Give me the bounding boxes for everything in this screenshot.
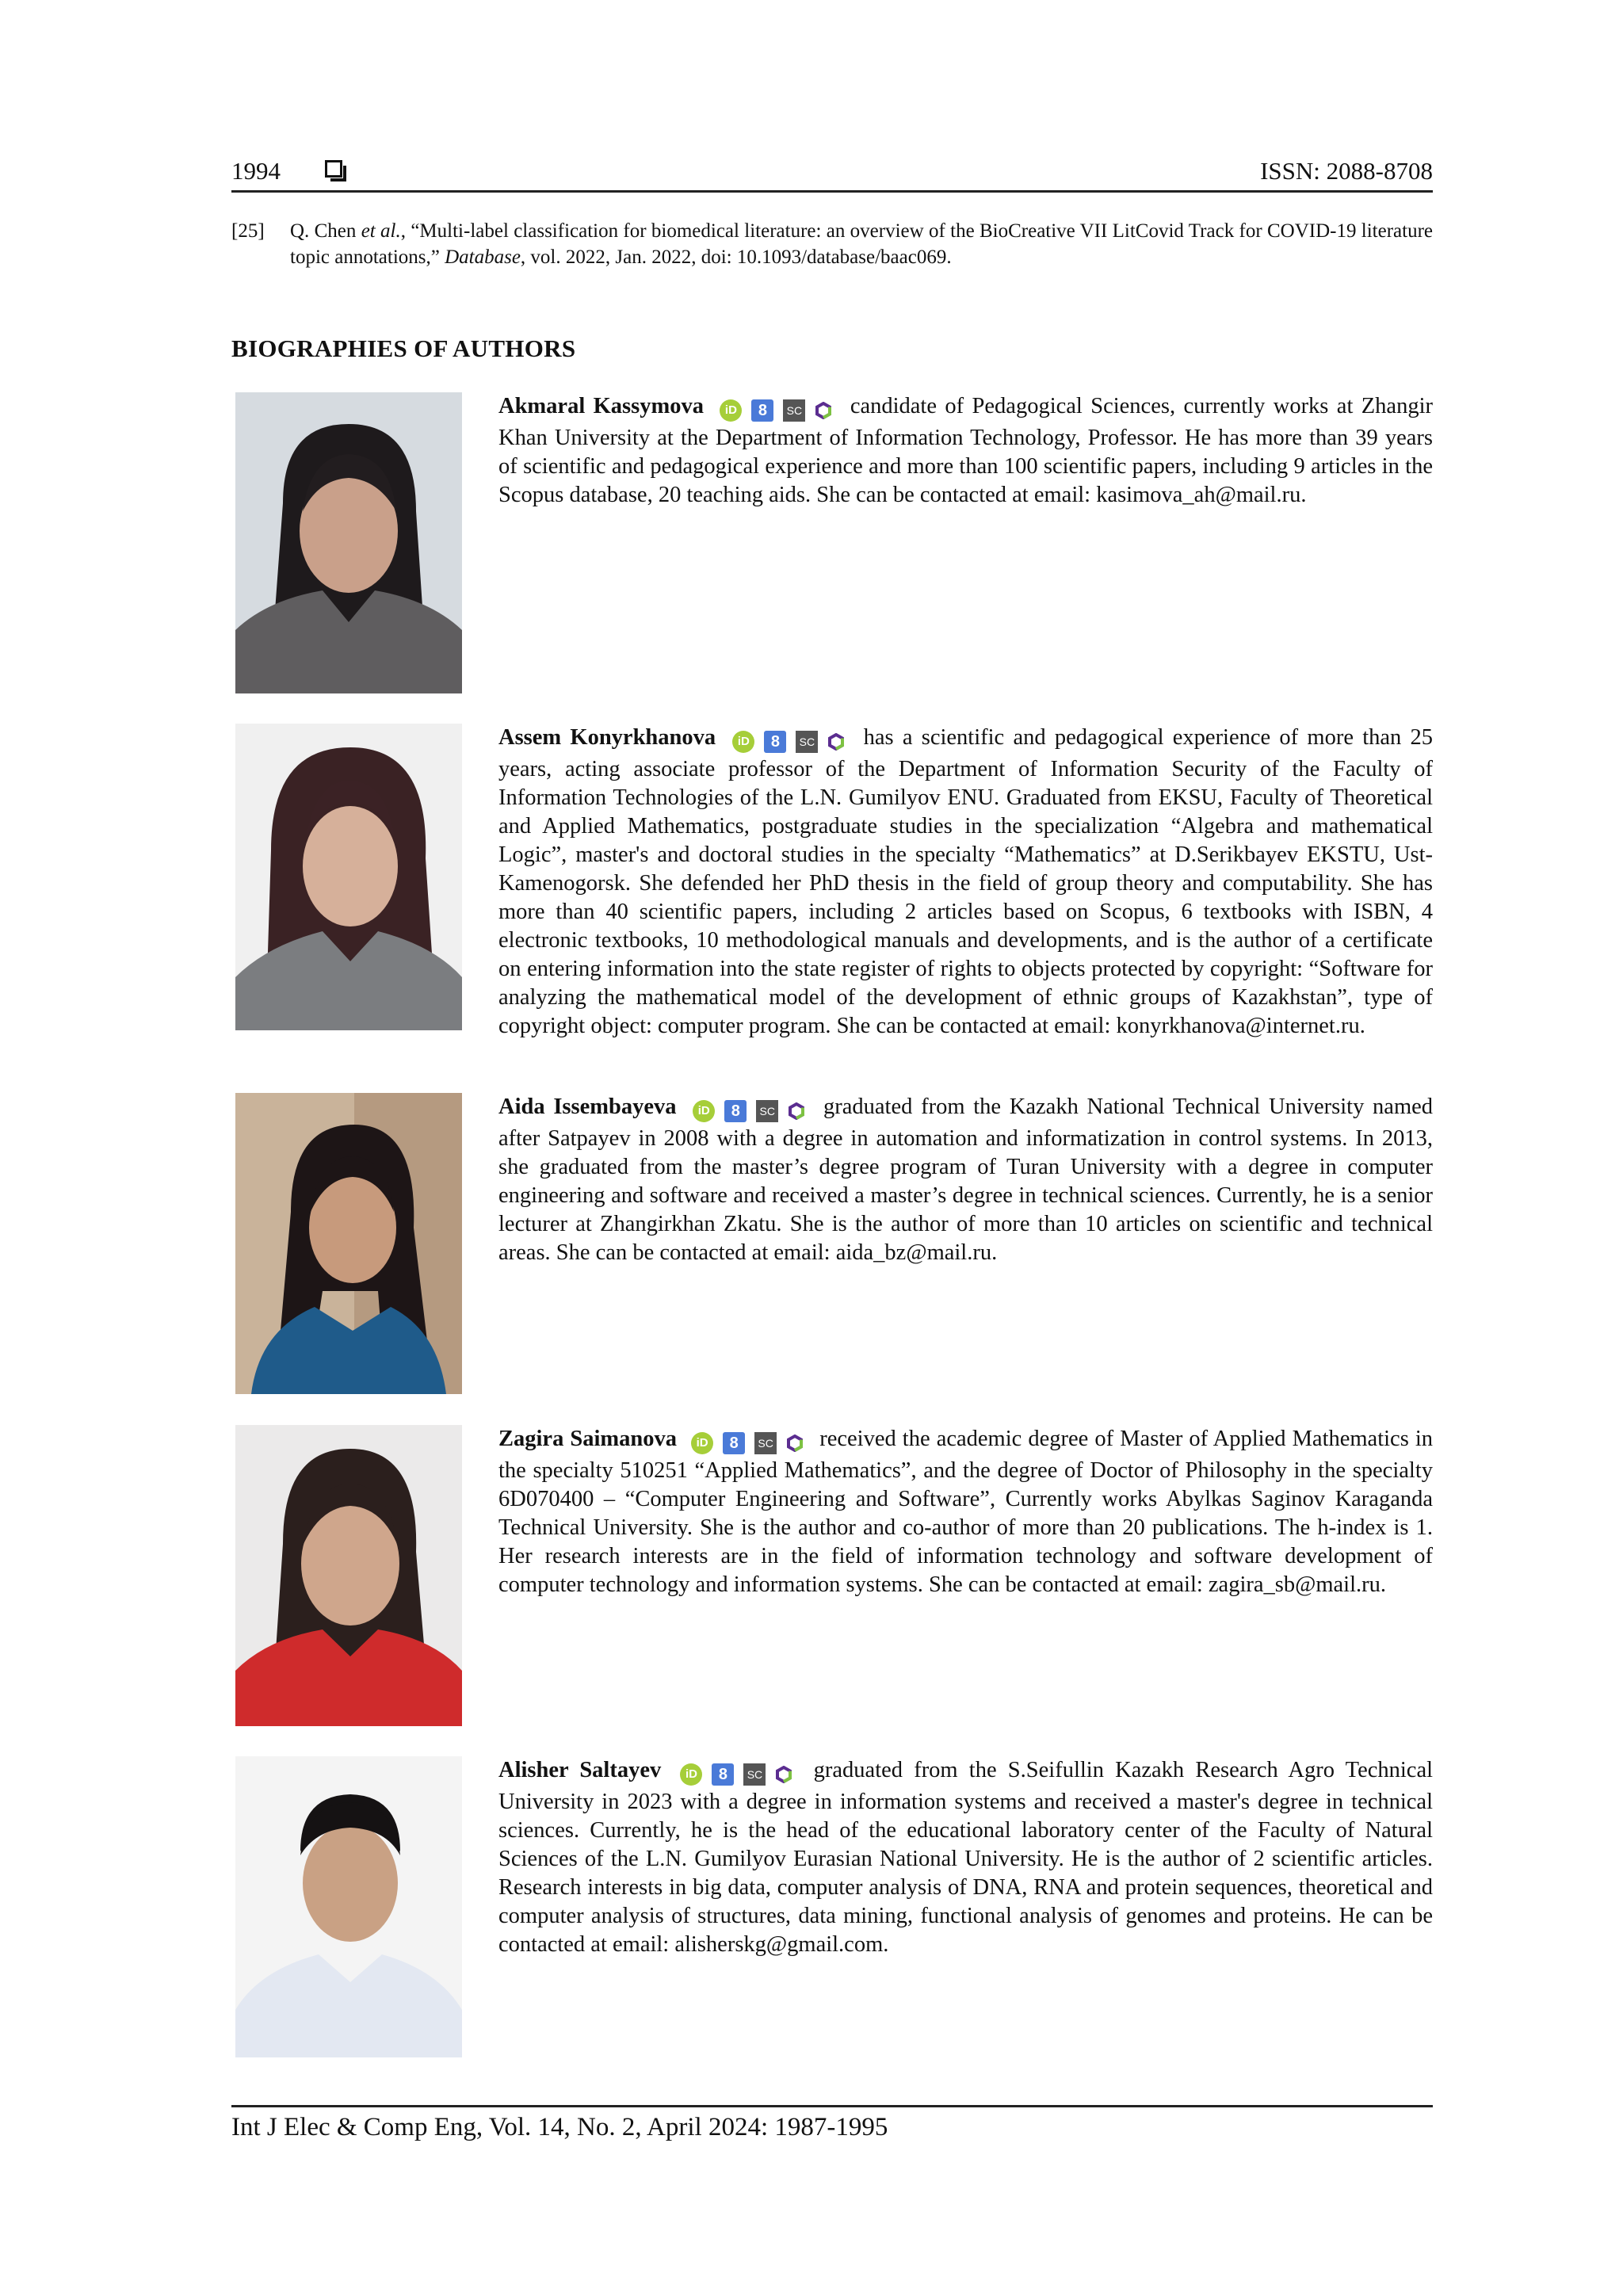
author-name: Aida Issembayeva <box>498 1095 677 1119</box>
author-profile-icons <box>691 1428 804 1457</box>
author-profile-icons <box>693 1096 805 1125</box>
reference-journal: Database <box>445 246 521 268</box>
author-photo <box>235 1093 462 1394</box>
author-photo <box>235 392 462 693</box>
author-bio-text: has a scientific and pedagogical experience of more than 25 years, acting associate professor of the Department of Information Security of the Faculty of Information Technologies of the L.N. Gumilyov ENU. Graduated from EKSU, Faculty of Theoretical and Applied Mathematics, postgraduate studies in the specialization “Algebra and mathematical Logic”, master's and doctoral studies in the specialty “Mathematics” at D.Serikbayev EKSTU, Ust-Kamenogorsk. She defended her PhD thesis in the field of group theory and computability. She has more than 40 scientific papers, including 2 articles based on Scopus, 6 textbooks with ISBN, 4 electronic textbooks, 10 methodological manuals and developments, and is the author of a certificate on entering information into the state register of rights to objects protected by copyright: “Software for analyzing the mathematical model of the development of ethnic groups of Kazakhstan”, type of copyright object: computer program. She can be contacted at email: konyrkhanova@internet.ru. <box>498 725 1434 1038</box>
author-photo <box>235 1756 462 2057</box>
google-scholar-icon[interactable]: 8 <box>764 731 786 753</box>
web-of-science-icon[interactable] <box>786 1435 804 1452</box>
author-bio <box>498 1756 1433 1959</box>
author-bio-text: candidate of Pedagogical Sciences, currently works at Zhangir Khan University at the Department of Information Technology, Professor. He has more than 39 years of scientific and pedagogical experience and more than 100 scientific papers, including 9 articles in the Scopus database, 20 teaching aids. She can be contacted at email: kasimova_ah@mail.ru. <box>498 394 1433 507</box>
scopus-icon[interactable]: SC <box>754 1432 777 1454</box>
author-photo <box>235 1425 462 1726</box>
orcid-icon[interactable]: iD <box>693 1100 715 1122</box>
reference-details: , vol. 2022, Jan. 2022, doi: 10.1093/database/baac069. <box>520 246 952 268</box>
author-bio <box>498 1093 1433 1267</box>
author-bio-text: graduated from the S.Seifullin Kazakh Research Agro Technical University in 2023 with a degree in information systems and received a master's degree in technical sciences. Currently, he is the head of the educational laboratory center of the Faculty of Natural Sciences of the L.N. Gumilyov Eurasian National University. He is the author of 2 scientific articles. Research interests in big data, computer analysis of DNA, RNA and protein sequences, theoretical and computer analysis of structures, data mining, functional analysis of genomes and proteins. He can be contacted at email: alisherskg@gmail.com. <box>498 1758 1434 1957</box>
google-scholar-icon[interactable]: 8 <box>724 1100 747 1122</box>
page-number: 1994 <box>231 157 281 185</box>
google-scholar-icon[interactable]: 8 <box>712 1763 734 1786</box>
reference-authors: Q. Chen <box>290 220 361 242</box>
google-scholar-icon[interactable]: 8 <box>723 1432 745 1454</box>
orcid-icon[interactable]: iD <box>732 731 754 753</box>
section-title: BIOGRAPHIES OF AUTHORS <box>231 334 576 362</box>
author-bio <box>498 724 1433 1041</box>
reference-number: [25] <box>231 220 265 242</box>
author-name: Alisher Saltayev <box>498 1758 662 1782</box>
author-profile-icons <box>720 395 832 424</box>
reference-title: , “Multi-label classification for biomedical literature: an overview of the BioCreative VII LitCovid Track for COVID-19 literature topic annotations,” <box>290 220 1433 268</box>
reference-text <box>290 218 1433 270</box>
running-footer: Int J Elec & Comp Eng, Vol. 14, No. 2, April 2024: 1987-1995 <box>231 2105 1433 2144</box>
reference-etal: et al. <box>361 220 401 242</box>
web-of-science-icon[interactable] <box>788 1102 805 1120</box>
reference-item <box>231 218 1433 270</box>
google-scholar-icon[interactable]: 8 <box>751 399 773 422</box>
checkbox-square-icon <box>325 160 342 178</box>
author-name: Akmaral Kassymova <box>498 394 704 418</box>
scopus-icon[interactable]: SC <box>743 1763 766 1786</box>
author-photo <box>235 724 462 1030</box>
author-bio <box>498 392 1433 510</box>
orcid-icon[interactable]: iD <box>720 399 742 422</box>
author-profile-icons <box>680 1759 792 1788</box>
running-header <box>231 155 1433 193</box>
author-profile-icons <box>732 727 845 755</box>
web-of-science-icon[interactable] <box>775 1766 792 1783</box>
orcid-icon[interactable]: iD <box>680 1763 702 1786</box>
author-name: Assem Konyrkhanova <box>498 725 716 750</box>
scopus-icon[interactable]: SC <box>783 399 805 422</box>
author-bio <box>498 1425 1433 1599</box>
orcid-icon[interactable]: iD <box>691 1432 713 1454</box>
web-of-science-icon[interactable] <box>815 402 832 419</box>
author-bio-text: received the academic degree of Master of Applied Mathematics in the specialty 510251 “Applied Mathematics”, and the degree of Doctor of Philosophy in the specialty 6D070400 – “Computer Engineering and Software”, Currently works Abylkas Saginov Karaganda Technical University. She is the author and co-author of more than 20 publications. The h-index is 1. Her research interests are in the field of information technology and software development of computer technology and information systems. She can be contacted at email: zagira_sb@mail.ru. <box>498 1427 1434 1597</box>
scopus-icon[interactable]: SC <box>756 1100 778 1122</box>
web-of-science-icon[interactable] <box>827 733 845 751</box>
author-name: Zagira Saimanova <box>498 1427 678 1451</box>
issn: ISSN: 2088-8708 <box>1260 157 1433 185</box>
author-bio-text: graduated from the Kazakh National Technical University named after Satpayev in 2008 with a degree in automation and informatization in control systems. In 2013, she graduated from the master’s degree program of Turan University with a degree in computer engineering and software and received a master’s degree in technical sciences. Currently, he is a senior lecturer at Zhangirkhan Zkatu. She is the author of more than 10 articles on scientific and technical areas. She can be contacted at email: aida_bz@mail.ru. <box>498 1095 1434 1265</box>
scopus-icon[interactable]: SC <box>796 731 818 753</box>
